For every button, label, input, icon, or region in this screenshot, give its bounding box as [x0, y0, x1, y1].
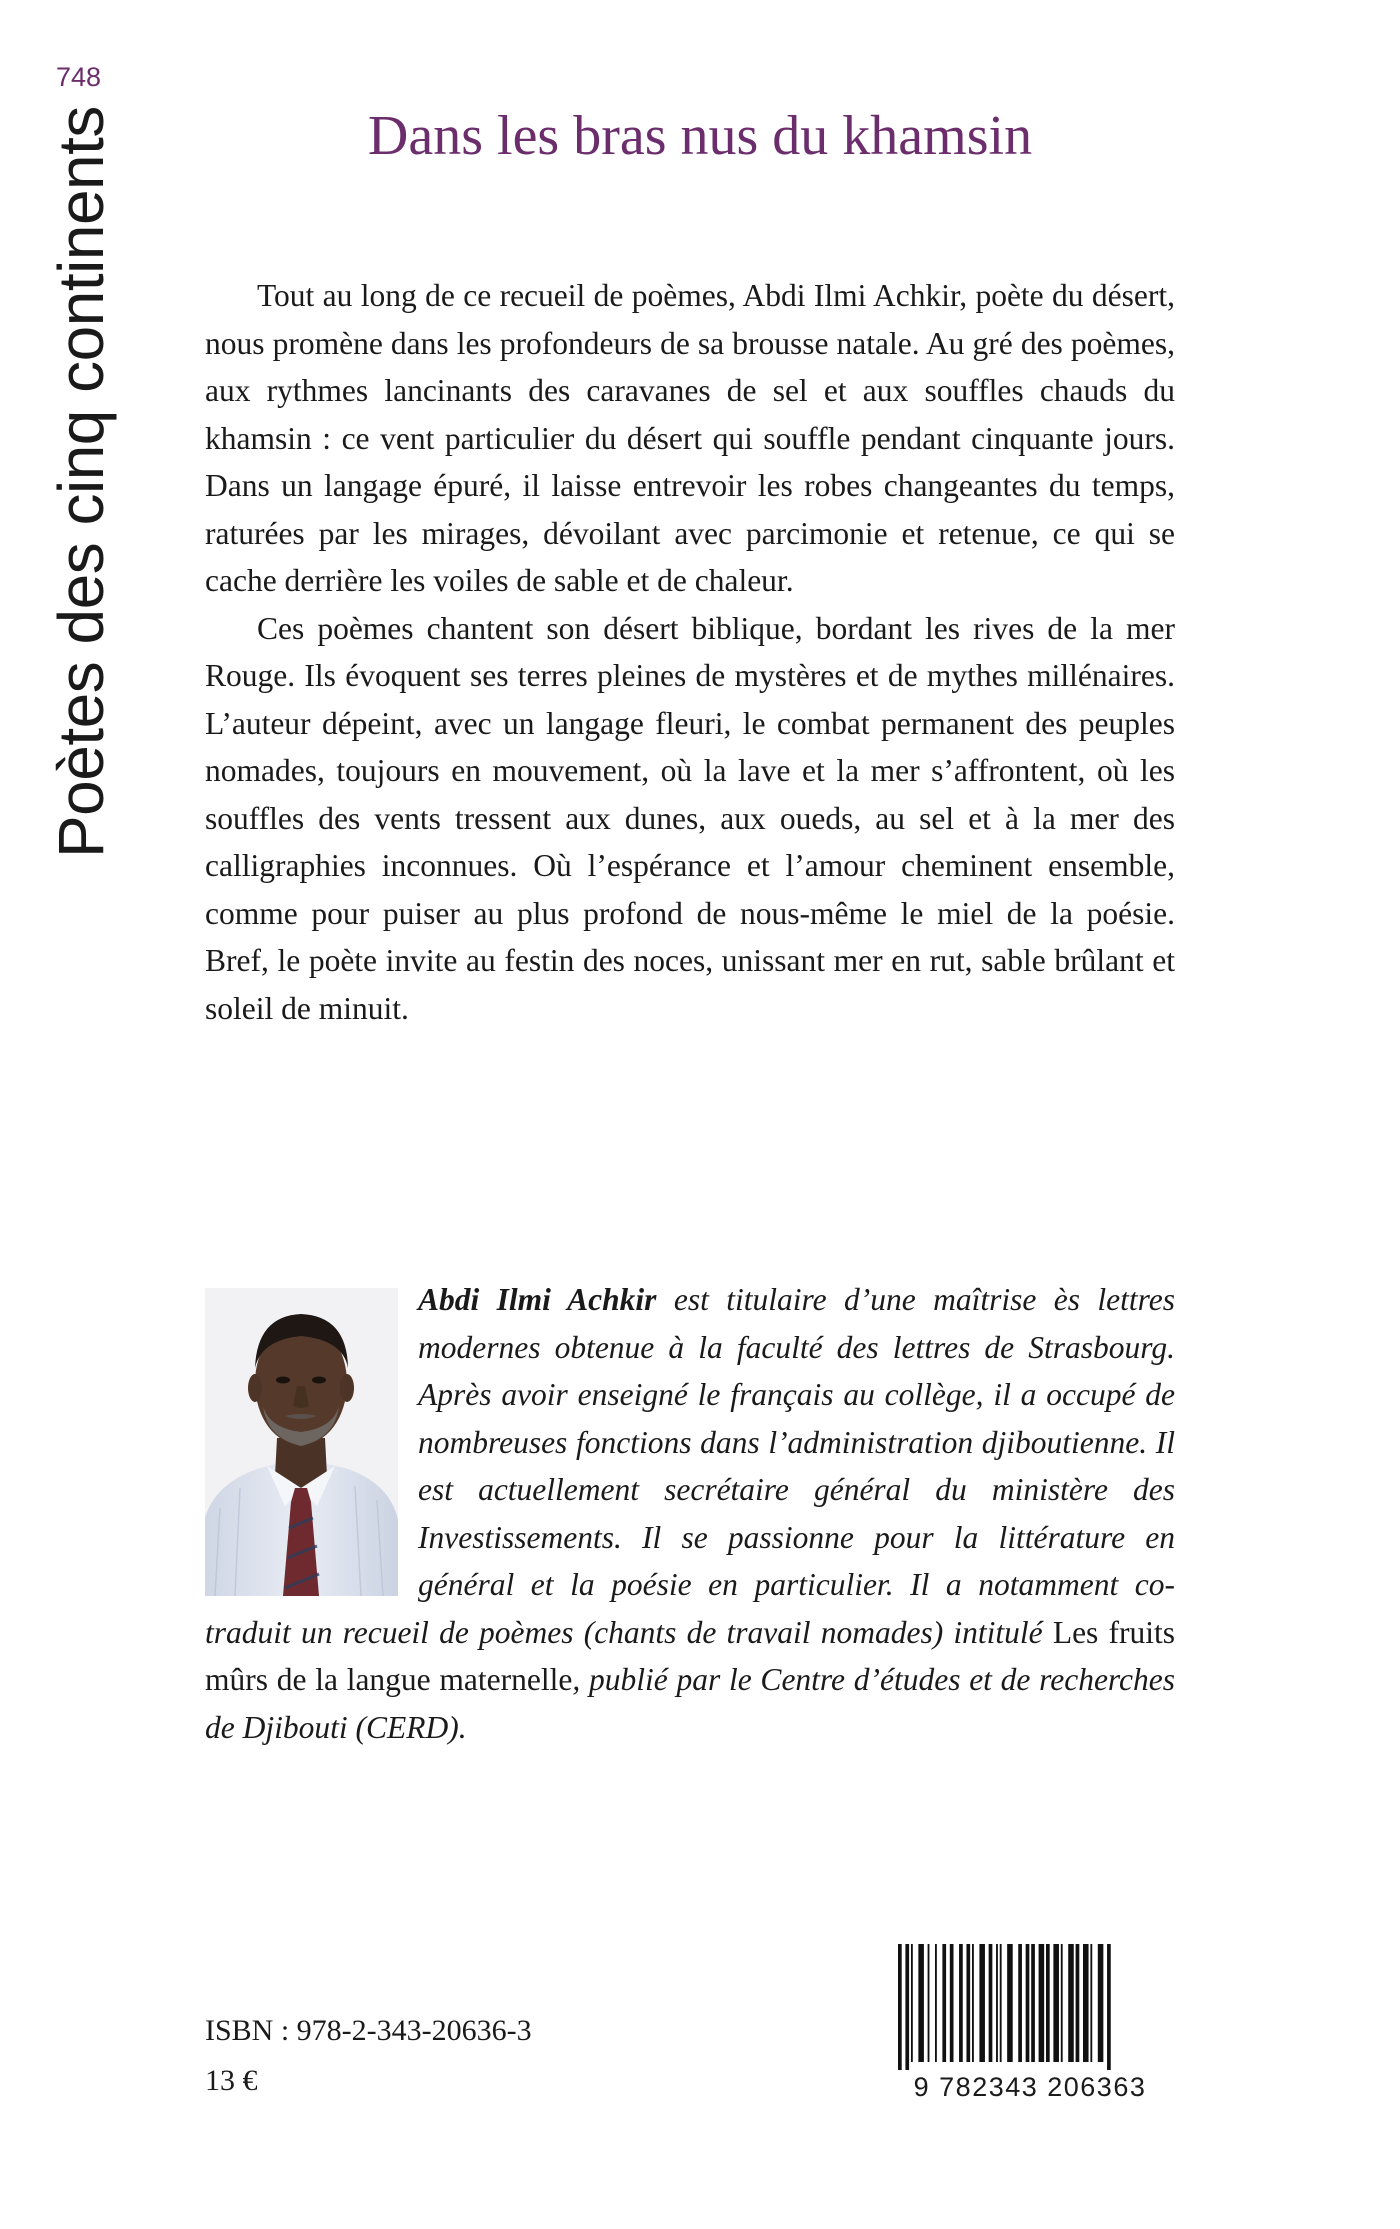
- barcode-bar: [966, 1944, 970, 2062]
- author-bio-text-end: , publié par le Centre d’études et de recherches de Djibouti (CERD).: [205, 1662, 1175, 1745]
- barcode-bar: [928, 1944, 930, 2062]
- barcode-bar: [1090, 1944, 1092, 2062]
- barcode-bar: [1007, 1944, 1013, 2062]
- barcode-bar: [979, 1944, 985, 2062]
- barcode-bar: [1061, 1944, 1063, 2062]
- author-name: Abdi Ilmi Achkir: [418, 1282, 657, 1317]
- barcode-bar: [935, 1944, 937, 2062]
- barcode-bar: [1026, 1944, 1030, 2062]
- author-photo: [205, 1288, 398, 1596]
- barcode-bar: [918, 1944, 924, 2062]
- price: 13 €: [205, 2064, 258, 2097]
- barcode-bar: [1098, 1944, 1104, 2062]
- synopsis-paragraph: Ces poèmes chantent son désert biblique, bordant les rives de la mer Rouge. Ils évoquent ses terres pleines de mystères et de mythes millénaires. L’auteur dépeint, avec un langage fleuri, le combat permanent des peuples nomades, toujours en mouvement, où la lave et la mer s’affrontent, où les souffles des vents tressent aux dunes, aux oueds, au sel et à la mer des calligraphies inconnues. Où l’espérance et l’amour cheminent ensemble, comme pour puiser au plus profond de nous-même le miel de la poésie. Bref, le poète invite au festin des noces, unissant mer en rut, sable brûlant et soleil de minuit.: [205, 610, 1175, 1026]
- barcode-bar: [1018, 1944, 1022, 2062]
- author-bio-text: est titulaire d’une maîtrise ès lettres modernes obtenue à la faculté des lettres de Strasbourg. Après avoir enseigné le français au collège, il a occupé de nombreuses fonctions dans l’administration djiboutienne. Il est actuellement secrétaire général du ministère des Investissements. Il se passionne pour la littérature en général et la poésie en particulier. Il a notamment co-traduit un recueil de poèmes (chants de travail nomades) intitulé: [205, 1282, 1175, 1650]
- barcode-bar: [1068, 1944, 1074, 2062]
- barcode-bar: [972, 1944, 974, 2062]
- barcode-bar: [1039, 1944, 1045, 2062]
- barcode-bar: [1031, 1944, 1035, 2062]
- barcode-bar: [942, 1944, 946, 2062]
- book-title: Dans les bras nus du khamsin: [367, 105, 1033, 167]
- barcode-digits: 9 782343 206363: [913, 2072, 1147, 2102]
- author-portrait-image: [205, 1288, 398, 1596]
- barcode-bar: [905, 1944, 909, 2070]
- barcode-bars: [880, 1940, 1180, 2102]
- barcode-bar: [1046, 1944, 1050, 2062]
- synopsis: [205, 272, 1175, 1032]
- barcode-bar: [950, 1944, 954, 2062]
- barcode-bar: [996, 1944, 998, 2062]
- barcode-bar: [1053, 1944, 1059, 2062]
- barcode-bar: [1000, 1944, 1002, 2062]
- barcode-bar: [959, 1944, 963, 2062]
- series-name: Poètes des cinq continents: [45, 106, 117, 858]
- synopsis-paragraph: Tout au long de ce recueil de poèmes, Abdi Ilmi Achkir, poète du désert, nous promène dans les profondeurs de sa brousse natale. Au gré des poèmes, aux rythmes lancinants des caravanes de sel et aux souffles chauds du khamsin : ce vent particulier du désert qui souffle pendant cinquante jours. Dans un langage épuré, il laisse entrevoir les robes changeantes du temps, raturées par les mirages, dévoilant avec parcimonie et retenue, ce qui se cache derrière les voiles de sable et de chaleur.: [205, 278, 1175, 598]
- barcode: [880, 1940, 1180, 2102]
- barcode-bar: [989, 1944, 993, 2062]
- series-number: 748: [56, 62, 102, 92]
- barcode-bar: [1083, 1944, 1089, 2062]
- author-bio: [205, 1276, 1175, 1751]
- barcode-bar: [1107, 1944, 1111, 2070]
- author-book-title: Les fruits mûrs de la langue maternelle: [205, 1614, 1175, 1697]
- barcode-bar: [1076, 1944, 1080, 2062]
- isbn: ISBN : 978-2-343-20636-3: [205, 2014, 532, 2047]
- barcode-bar: [898, 1944, 902, 2070]
- barcode-bar: [911, 1944, 913, 2062]
